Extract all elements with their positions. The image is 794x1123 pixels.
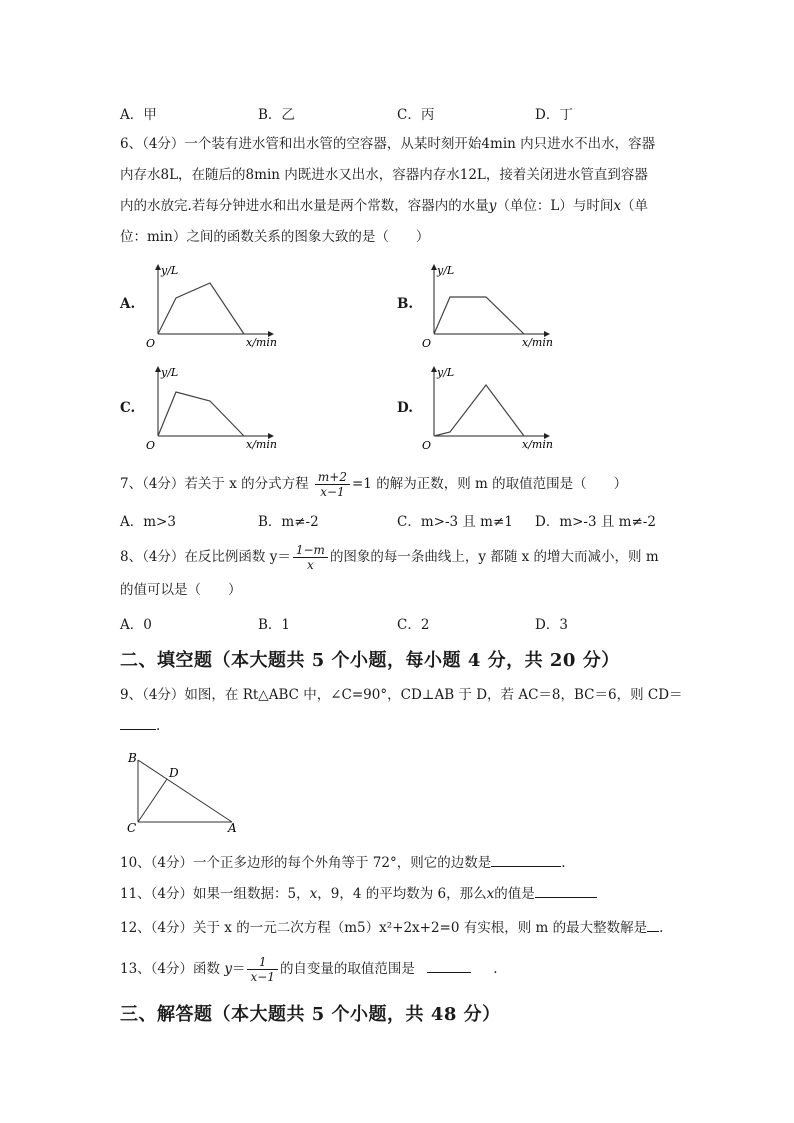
q13-question: 13、（4分）函数 y＝ $\frac{1}{x-1}$ 的自变量的取值范围是 . [120,955,498,984]
graph-d-x-axis: x/min [522,438,553,451]
graph-b-y-axis: y/L [437,264,455,277]
q9-answer-blank[interactable] [120,717,156,730]
q6-line-4: 位：min）之间的函数关系的图象大致的是（ ） [120,229,430,245]
q13-answer-blank[interactable] [427,960,471,973]
q6-line-2: 内存水8L，在随后的8min 内既进水又出水，容器内存水12L，接着关闭进水管直到容器 [120,167,648,183]
label-b: B [128,751,137,765]
q8-option-c: C．2 [397,617,430,633]
q7-option-a: A．m>3 [120,514,176,530]
graph-c-x-axis: x/min [246,438,277,451]
var-y: y [488,198,497,214]
q10-answer-blank[interactable] [491,854,561,867]
q8-line-2: 的值可以是（ ） [120,582,242,598]
q8-question: 8、（4分）在反比例函数 y＝ $\frac{1-m}{x}$ 的图象的每一条曲线上，y 都随 x 的增大而减小，则 m [120,543,659,572]
q7-option-b: B．m≠-2 [258,514,319,530]
graph-c-y-axis: y/L [161,366,179,379]
graph-a-label: A. [120,296,136,312]
q9-triangle-figure [122,748,242,836]
section-2-heading: 二、填空题（本大题共 5 个小题，每小题 4 分，共 20 分） [120,650,620,671]
graph-a [140,258,290,353]
graph-d-y-axis: y/L [437,366,455,379]
graph-a-origin: O [146,337,156,350]
q9-question: 9、（4分）如图，在 Rt△ABC 中，∠C=90°，CD⊥AB 于 D，若 AC＝8，BC＝6，则 CD＝ [120,687,683,703]
q8-option-b: B．1 [258,617,291,633]
q12-answer-blank[interactable] [647,919,659,932]
q5-option-a: A．甲 [120,107,157,123]
graph-b-label: B. [397,296,414,312]
q7-question: 7、（4分）若关于 x 的分式方程 $\frac{m+2}{x-1}$ =1 的解为正数，则 m 的取值范围是（ ） [120,470,628,499]
graph-b-x-axis: x/min [522,336,553,349]
q5-option-b: B．乙 [258,107,295,123]
label-a: A [228,821,237,835]
graph-d [416,360,566,455]
graph-a-y-axis: y/L [161,264,179,277]
var-x: x [613,198,622,214]
q6-line-3: 内的水放完.若每分钟进水和出水量是两个常数，容器内的水量y（单位：L）与时间x（单 [120,198,649,214]
q8-option-d: D．3 [535,617,568,633]
q11-question: 11、（4分）如果一组数据：5，x，9，4 的平均数为 6，那么x的值是 [120,884,597,904]
q8-fraction: $\frac{1-m}{x}$ [293,543,328,572]
q10-question: 10、（4分）一个正多边形的每个外角等于 72°，则它的边数是 . [120,855,566,871]
q13-fraction: $\frac{1}{x-1}$ [247,955,277,984]
q6-line-1: 6、（4分）一个装有进水管和出水管的空容器，从某时刻开始4min 内只进水不出水，容器 [120,136,656,152]
section-3-heading: 三、解答题（本大题共 5 个小题，共 48 分） [120,1004,501,1025]
graph-c-label: C. [120,400,136,416]
graph-b-origin: O [422,337,432,350]
q7-fraction: $\frac{m+2}{x-1}$ [315,470,350,499]
label-c: C [127,821,137,835]
graph-d-origin: O [422,439,432,452]
q12-question: 12、（4分）关于 x 的一元二次方程（m5）x²+2x+2=0 有实根，则 m 的最大整数解是 . [120,920,664,936]
graph-a-x-axis: x/min [246,336,277,349]
q7-option-c: C．m>-3 且 m≠1 [397,514,513,530]
graph-c [140,360,290,455]
q9-answer-line: . [120,716,160,736]
q5-option-d: D．丁 [535,107,573,123]
q7-option-d: D．m>-3 且 m≠-2 [535,514,656,530]
graph-b [416,258,566,353]
q8-option-a: A．0 [120,617,152,633]
q5-option-c: C．丙 [397,107,435,123]
q11-answer-blank[interactable] [535,885,597,898]
label-d: D [169,766,179,780]
graph-c-origin: O [146,439,156,452]
graph-d-label: D. [397,400,413,416]
